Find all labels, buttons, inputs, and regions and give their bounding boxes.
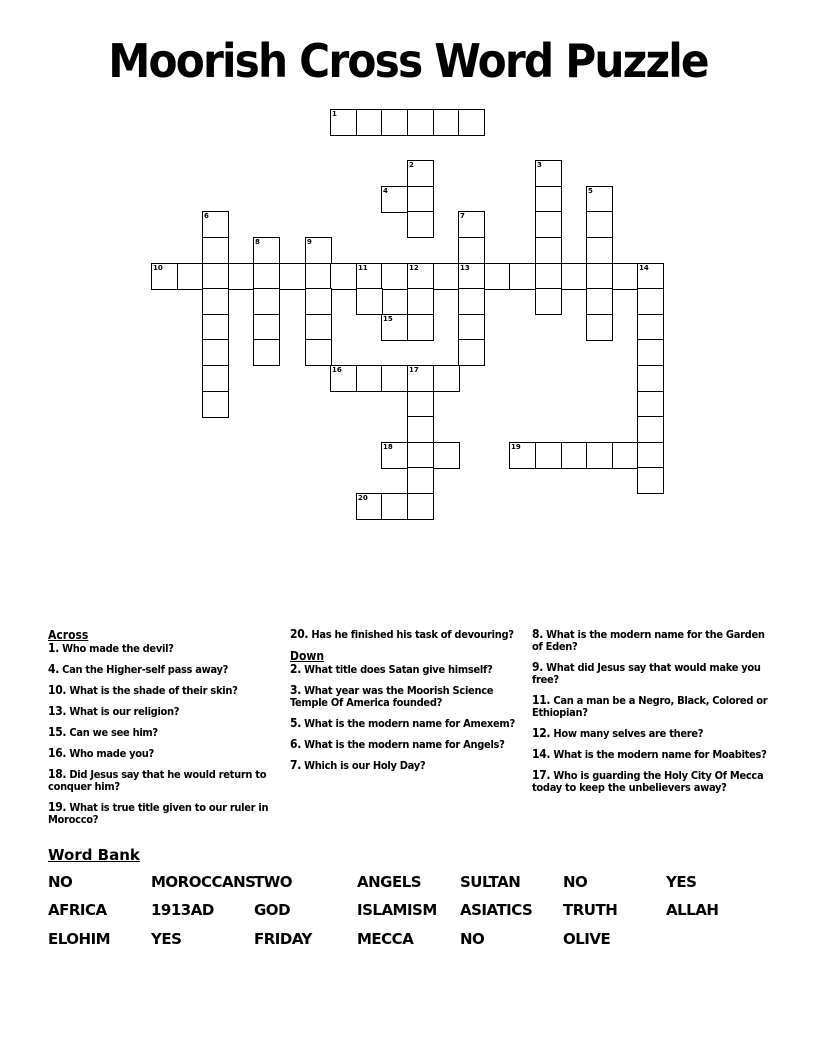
grid-cell[interactable] <box>458 314 485 341</box>
word-bank-word: TWO <box>254 873 293 891</box>
clue-across-4: 4. Can the Higher-self pass away? <box>48 662 229 676</box>
word-bank-word: 1913AD <box>151 901 214 919</box>
clue-across-15: 15. Can we see him? <box>48 725 158 739</box>
grid-cell[interactable] <box>356 493 383 520</box>
grid-cell[interactable] <box>509 442 536 469</box>
grid-cell[interactable] <box>253 288 280 315</box>
grid-cell[interactable] <box>202 339 229 366</box>
clue-across-18: 18. Did Jesus say that he would return to conquer him? <box>48 767 267 793</box>
grid-cell[interactable] <box>458 109 485 136</box>
grid-cell[interactable] <box>407 109 434 136</box>
grid-cell[interactable] <box>586 186 613 213</box>
word-bank-word: ALLAH <box>666 901 719 919</box>
grid-cell[interactable] <box>356 365 383 392</box>
cell-number: 5 <box>588 187 593 195</box>
grid-cell[interactable] <box>612 442 639 469</box>
grid-cell[interactable] <box>586 288 613 315</box>
word-bank-word: NO <box>48 873 73 891</box>
grid-cell[interactable] <box>612 263 639 290</box>
cell-number: 1 <box>332 110 337 118</box>
down-header: Down <box>290 649 325 663</box>
grid-cell[interactable] <box>407 391 434 418</box>
grid-cell[interactable] <box>586 263 613 290</box>
grid-cell[interactable] <box>330 365 357 392</box>
grid-cell[interactable] <box>151 263 178 290</box>
cell-number: 18 <box>383 443 393 451</box>
grid-cell[interactable] <box>535 442 562 469</box>
grid-cell[interactable] <box>458 237 485 264</box>
word-bank-word: ELOHIM <box>48 930 111 948</box>
grid-cell[interactable] <box>458 339 485 366</box>
grid-cell[interactable] <box>407 365 434 392</box>
puzzle-title: Moorish Cross Word Puzzle <box>108 34 708 88</box>
clue-across-10: 10. What is the shade of their skin? <box>48 683 238 697</box>
cell-number: 17 <box>409 366 419 374</box>
grid-cell[interactable] <box>305 263 332 290</box>
grid-cell[interactable] <box>535 263 562 290</box>
grid-cell[interactable] <box>637 339 664 366</box>
word-bank-word: NO <box>563 873 588 891</box>
grid-cell[interactable] <box>586 442 613 469</box>
word-bank-word: TRUTH <box>563 901 618 919</box>
grid-cell[interactable] <box>202 211 229 238</box>
cell-number: 19 <box>511 443 521 451</box>
grid-cell[interactable] <box>509 263 536 290</box>
grid-cell[interactable] <box>535 186 562 213</box>
clue-across-19: 19. What is true title given to our ruler in Morocco? <box>48 800 269 826</box>
clue-down-5: 5. What is the modern name for Amexem? <box>290 716 515 730</box>
clues-column-2 <box>290 628 522 780</box>
grid-cell[interactable] <box>637 365 664 392</box>
grid-cell[interactable] <box>381 493 408 520</box>
grid-cell[interactable] <box>407 467 434 494</box>
cell-number: 4 <box>383 187 388 195</box>
grid-cell[interactable] <box>253 237 280 264</box>
grid-cell[interactable] <box>407 186 434 213</box>
grid-cell[interactable] <box>586 237 613 264</box>
grid-cell[interactable] <box>407 211 434 238</box>
word-bank-word: ANGELS <box>357 873 422 891</box>
cell-number: 3 <box>537 161 542 169</box>
cell-number: 2 <box>409 161 414 169</box>
grid-cell[interactable] <box>458 288 485 315</box>
word-bank-word: GOD <box>254 901 291 919</box>
grid-cell[interactable] <box>356 263 383 290</box>
clue-down-14: 14. What is the modern name for Moabites? <box>532 747 767 761</box>
cell-number: 14 <box>639 264 649 272</box>
grid-cell[interactable] <box>535 237 562 264</box>
grid-cell[interactable] <box>637 391 664 418</box>
grid-cell[interactable] <box>202 263 229 290</box>
clue-down-9: 9. What did Jesus say that would make you free? <box>532 660 761 686</box>
clue-across-13: 13. What is our religion? <box>48 704 180 718</box>
clue-down-6: 6. What is the modern name for Angels? <box>290 737 505 751</box>
grid-cell[interactable] <box>305 288 332 315</box>
clue-down-8: 8. What is the modern name for the Garden of Eden? <box>532 627 765 653</box>
grid-cell[interactable] <box>202 288 229 315</box>
grid-cell[interactable] <box>228 263 255 290</box>
grid-cell[interactable] <box>637 442 664 469</box>
word-bank-title: Word Bank <box>48 846 140 864</box>
cell-number: 15 <box>383 315 393 323</box>
word-bank-word: AFRICA <box>48 901 107 919</box>
grid-cell[interactable] <box>407 263 434 290</box>
grid-cell[interactable] <box>253 263 280 290</box>
cell-number: 12 <box>409 264 419 272</box>
grid-cell[interactable] <box>253 339 280 366</box>
across-header: Across <box>48 628 89 642</box>
clue-across-16: 16. Who made you? <box>48 746 154 760</box>
grid-cell[interactable] <box>561 263 588 290</box>
grid-cell[interactable] <box>381 263 408 290</box>
grid-cell[interactable] <box>381 442 408 469</box>
grid-cell[interactable] <box>535 288 562 315</box>
grid-cell[interactable] <box>637 263 664 290</box>
clues-column-3 <box>532 628 768 802</box>
grid-cell[interactable] <box>586 211 613 238</box>
grid-cell[interactable] <box>458 211 485 238</box>
grid-cell[interactable] <box>637 467 664 494</box>
clue-down-7: 7. Which is our Holy Day? <box>290 758 426 772</box>
clue-down-17: 17. Who is guarding the Holy City Of Mecca today to keep the unbelievers away? <box>532 768 764 794</box>
cell-number: 7 <box>460 212 465 220</box>
clue-down-3: 3. What year was the Moorish Science Temple Of America founded? <box>290 683 494 709</box>
grid-cell[interactable] <box>484 263 511 290</box>
grid-cell[interactable] <box>586 314 613 341</box>
word-bank-word: FRIDAY <box>254 930 312 948</box>
grid-cell[interactable] <box>381 365 408 392</box>
grid-cell[interactable] <box>253 314 280 341</box>
grid-cell[interactable] <box>305 339 332 366</box>
cell-number: 16 <box>332 366 342 374</box>
grid-cell[interactable] <box>330 263 357 290</box>
word-bank-word: ISLAMISM <box>357 901 437 919</box>
grid-cell[interactable] <box>561 442 588 469</box>
grid-cell[interactable] <box>535 160 562 187</box>
clue-down-2: 2. What title does Satan give himself? <box>290 662 493 676</box>
grid-cell[interactable] <box>305 314 332 341</box>
grid-cell[interactable] <box>330 109 357 136</box>
grid-cell[interactable] <box>407 314 434 341</box>
grid-cell[interactable] <box>381 314 408 341</box>
grid-cell[interactable] <box>279 263 306 290</box>
cell-number: 6 <box>204 212 209 220</box>
grid-cell[interactable] <box>637 416 664 443</box>
word-bank-word: NO <box>460 930 485 948</box>
clue-down-12: 12. How many selves are there? <box>532 726 704 740</box>
word-bank-word: MECCA <box>357 930 414 948</box>
grid-cell[interactable] <box>433 365 460 392</box>
word-bank-word: SULTAN <box>460 873 521 891</box>
grid-cell[interactable] <box>202 391 229 418</box>
word-bank-word: YES <box>151 930 182 948</box>
cell-number: 11 <box>358 264 368 272</box>
grid-cell[interactable] <box>356 288 383 315</box>
grid-cell[interactable] <box>407 288 434 315</box>
grid-cell[interactable] <box>637 314 664 341</box>
grid-cell[interactable] <box>407 416 434 443</box>
grid-cell[interactable] <box>202 365 229 392</box>
cell-number: 8 <box>255 238 260 246</box>
grid-cell[interactable] <box>637 288 664 315</box>
clue-down-11: 11. Can a man be a Negro, Black, Colored or Ethiopian? <box>532 693 768 719</box>
grid-cell[interactable] <box>202 237 229 264</box>
cell-number: 10 <box>153 264 163 272</box>
grid-cell[interactable] <box>433 263 460 290</box>
word-bank-word: OLIVE <box>563 930 611 948</box>
grid-cell[interactable] <box>407 442 434 469</box>
grid-cell[interactable] <box>305 237 332 264</box>
grid-cell[interactable] <box>177 263 204 290</box>
grid-cell[interactable] <box>458 263 485 290</box>
cell-number: 9 <box>307 238 312 246</box>
word-bank-word: YES <box>666 873 697 891</box>
grid-cell[interactable] <box>381 109 408 136</box>
word-bank-word: MOROCCANS <box>151 873 256 891</box>
clue-across-20: 20. Has he finished his task of devouring? <box>290 627 514 641</box>
grid-cell[interactable] <box>356 109 383 136</box>
grid-cell[interactable] <box>202 314 229 341</box>
cell-number: 20 <box>358 494 368 502</box>
grid-cell[interactable] <box>535 211 562 238</box>
grid-cell[interactable] <box>433 442 460 469</box>
clues-column-1 <box>48 628 280 834</box>
grid-cell[interactable] <box>407 493 434 520</box>
grid-cell[interactable] <box>433 109 460 136</box>
cell-number: 13 <box>460 264 470 272</box>
grid-cell[interactable] <box>407 160 434 187</box>
word-bank-word: ASIATICS <box>460 901 533 919</box>
grid-cell[interactable] <box>381 186 408 213</box>
clue-across-1: 1. Who made the devil? <box>48 641 174 655</box>
